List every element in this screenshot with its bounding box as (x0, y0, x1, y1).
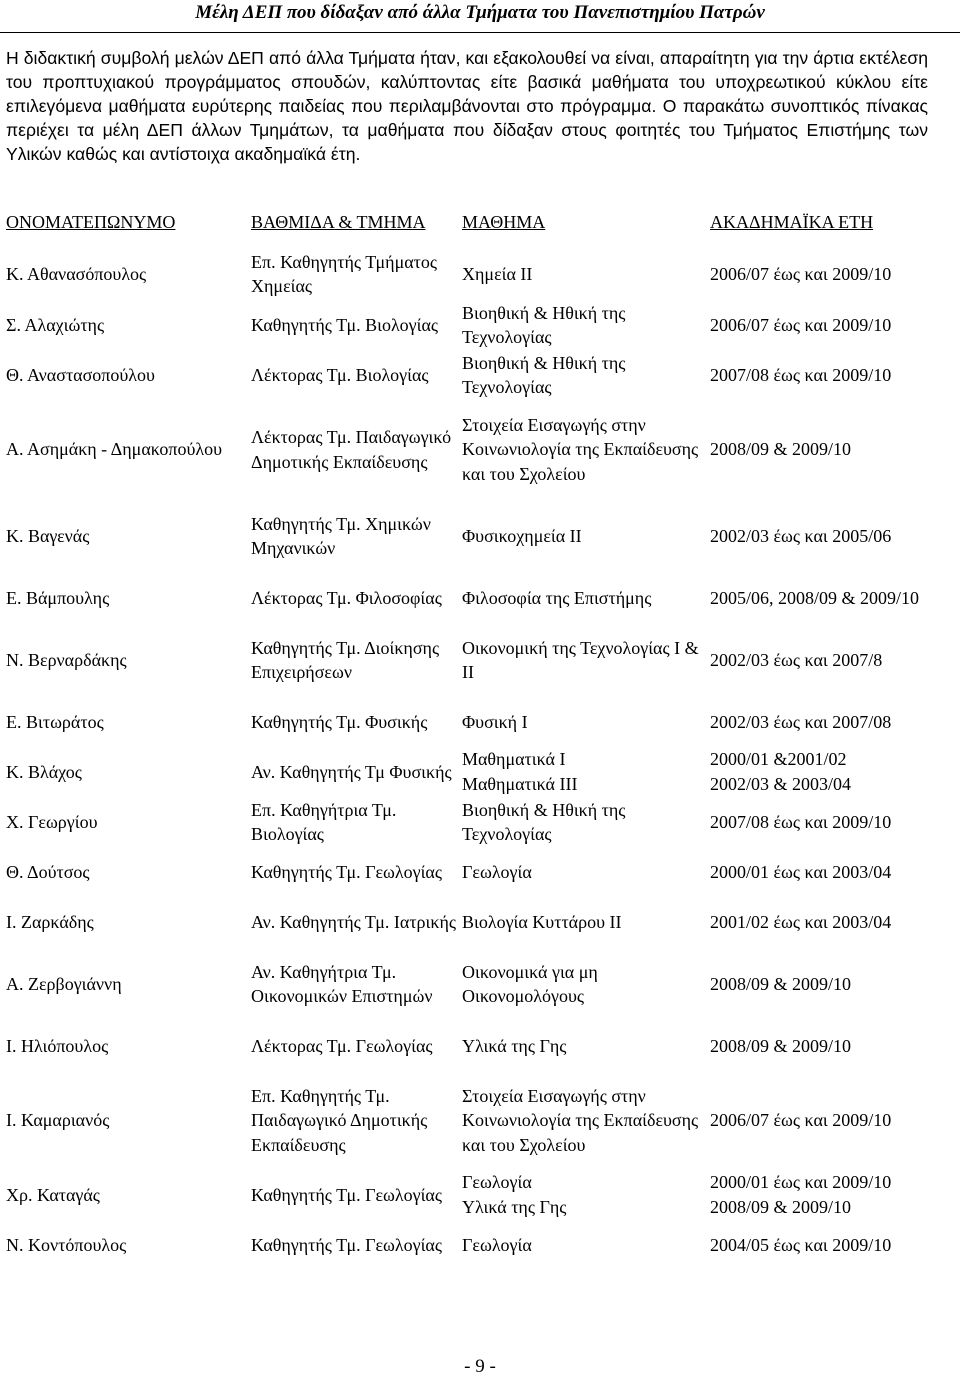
member-course: Φυσικοχημεία ΙΙ (462, 525, 582, 546)
table-row (6, 1071, 934, 1170)
member-years: 2007/08 έως και 2009/10 (710, 811, 892, 832)
members-table-body (6, 248, 934, 1270)
member-course: Οικονομική της Τεχνολογίας Ι & ΙΙ (462, 637, 699, 682)
member-rank: Καθηγητής Τμ. Γεωλογίας (251, 861, 442, 882)
page-number: - 9 - (464, 1356, 496, 1377)
member-rank: Καθηγητής Τμ. Φυσικής (251, 711, 428, 732)
member-rank: Λέκτορας Τμ. Παιδαγωγικό Δημοτικής Εκπαίδευσης (251, 427, 452, 472)
table-row (6, 897, 934, 947)
member-course: Γεωλογία (462, 861, 532, 882)
member-years: 2008/09 & 2009/10 (710, 1035, 852, 1056)
member-years: 2008/09 & 2009/10 (710, 1197, 852, 1218)
member-years: 2002/03 έως και 2007/8 (710, 649, 883, 670)
member-name: Χρ. Καταγάς (6, 1184, 100, 1205)
table-row (6, 400, 934, 499)
member-name: Ι. Ζαρκάδης (6, 911, 94, 932)
table-row (6, 947, 934, 1021)
member-name: Κ. Αθανασόπουλος (6, 263, 147, 284)
member-course: Χημεία ΙΙ (462, 263, 533, 284)
member-course: Μαθηματικά Ι (462, 749, 566, 770)
table-row (6, 847, 934, 897)
member-rank: Καθηγητής Τμ. Γεωλογίας (251, 1184, 442, 1205)
member-name: Ε. Βάμπουλης (6, 587, 110, 608)
member-name: Α. Ζερβογιάννη (6, 973, 122, 994)
member-years: 2002/03 έως και 2005/06 (710, 525, 892, 546)
table-row (6, 300, 934, 350)
table-row (6, 747, 934, 772)
member-name: Ε. Βιτωράτος (6, 711, 104, 732)
member-years: 2004/05 έως και 2009/10 (710, 1234, 892, 1255)
member-rank: Καθηγητής Τμ. Βιολογίας (251, 314, 439, 335)
member-rank: Επ. Καθηγητής Τμήματος Χημείας (251, 251, 438, 296)
intro-paragraph: Η διδακτική συμβολή μελών ΔΕΠ από άλλα Τμήματα ήταν, και εξακολουθεί να είναι, απαραίτητη για την άρτια εκτέλεση του προπτυχιακού προγράμματος σπουδών, καλύπτοντας είτε βασικά μαθήματα του υποχρεωτικού κύκλου είτε επιλεγόμενα μαθήματα ευρύτερης παιδείας που περιλαμβάνονται στο πρόγραμμα. Ο παρακάτω συνοπτικός πίνακας περιέχει τα μέλη ΔΕΠ άλλων Τμημάτων, τα μαθήματα που δίδαξαν στους φοιτητές του Τμήματος Επιστήμης των Υλικών καθώς και αντίστοιχα ακαδημαϊκά έτη. (6, 48, 928, 164)
member-rank: Λέκτορας Τμ. Βιολογίας (251, 364, 429, 385)
member-years: 2006/07 έως και 2009/10 (710, 314, 892, 335)
member-course: Φυσική Ι (462, 711, 528, 732)
member-name: Θ. Δούτσος (6, 861, 90, 882)
header-years: ΑΚΑΔΗΜΑΪΚΑ ΕΤΗ (710, 211, 874, 232)
member-course: Στοιχεία Εισαγωγής στην Κοινωνιολογία της Εκπαίδευσης και του Σχολείου (462, 1085, 699, 1155)
table-row (6, 697, 934, 747)
member-years: 2007/08 έως και 2009/10 (710, 364, 892, 385)
table-header-row (6, 196, 934, 248)
table-row (6, 499, 934, 573)
member-name: Κ. Βαγενάς (6, 525, 90, 546)
members-table (6, 196, 934, 1270)
member-name: Χ. Γεωργίου (6, 811, 98, 832)
member-years: 2008/09 & 2009/10 (710, 973, 852, 994)
table-row (6, 1220, 934, 1270)
member-rank: Επ. Καθηγήτρια Τμ. Βιολογίας (251, 799, 397, 844)
member-rank: Αν. Καθηγήτρια Τμ. Οικονομικών Επιστημών (251, 961, 433, 1006)
page-header (0, 0, 960, 34)
member-course: Φιλοσοφία της Επιστήμης (462, 587, 652, 608)
header-rank: ΒΑΘΜΙΔΑ & ΤΜΗΜΑ (251, 211, 426, 232)
member-name: Σ. Αλαχιώτης (6, 314, 105, 335)
member-course: Βιοηθική & Ηθική της Τεχνολογίας (462, 352, 626, 397)
header-course: ΜΑΘΗΜΑ (462, 211, 546, 232)
member-course: Βιολογία Κυττάρου ΙΙ (462, 911, 622, 932)
member-course: Στοιχεία Εισαγωγής στην Κοινωνιολογία της Εκπαίδευσης και του Σχολείου (462, 414, 699, 484)
member-course: Οικονομικά για μη Οικονομολόγους (462, 961, 598, 1006)
member-rank: Λέκτορας Τμ. Γεωλογίας (251, 1035, 433, 1056)
member-years: 2002/03 έως και 2007/08 (710, 711, 892, 732)
member-rank: Καθηγητής Τμ. Γεωλογίας (251, 1234, 442, 1255)
table-row (6, 623, 934, 697)
table-row (6, 573, 934, 623)
member-name: Ν. Κοντόπουλος (6, 1234, 127, 1255)
member-name: Ι. Ηλιόπουλος (6, 1035, 109, 1056)
member-years: 2000/01 έως και 2009/10 (710, 1172, 892, 1193)
member-course: Βιοηθική & Ηθική της Τεχνολογίας (462, 302, 626, 347)
member-rank: Λέκτορας Τμ. Φιλοσοφίας (251, 587, 442, 608)
member-name: Α. Ασημάκη - Δημακοπούλου (6, 439, 223, 460)
member-course: Βιοηθική & Ηθική της Τεχνολογίας (462, 799, 626, 844)
member-years: 2005/06, 2008/09 & 2009/10 (710, 587, 920, 608)
member-years: 2000/01 έως και 2003/04 (710, 861, 892, 882)
header-name: ΟΝΟΜΑΤΕΠΩΝΥΜΟ (6, 211, 176, 232)
member-course: Μαθηματικά ΙΙΙ (462, 774, 578, 795)
member-name: Κ. Βλάχος (6, 761, 82, 782)
member-course: Υλικά της Γης (462, 1035, 567, 1056)
member-name: Ι. Καμαριανός (6, 1110, 110, 1131)
member-course: Γεωλογία (462, 1172, 532, 1193)
member-course: Υλικά της Γης (462, 1197, 567, 1218)
member-years: 2006/07 έως και 2009/10 (710, 263, 892, 284)
member-rank: Καθηγητής Τμ. Χημικών Μηχανικών (251, 513, 431, 558)
member-course: Γεωλογία (462, 1234, 532, 1255)
table-row (6, 797, 934, 847)
table-row (6, 350, 934, 400)
member-name: Ν. Βερναρδάκης (6, 649, 127, 670)
member-years: 2002/03 & 2003/04 (710, 774, 852, 795)
table-row (6, 1021, 934, 1071)
member-years: 2000/01 &2001/02 (710, 749, 847, 770)
member-years: 2006/07 έως και 2009/10 (710, 1110, 892, 1131)
table-row (6, 1170, 934, 1195)
member-rank: Επ. Καθηγητής Τμ. Παιδαγωγικό Δημοτικής Εκπαίδευσης (251, 1085, 428, 1155)
member-rank: Αν. Καθηγητής Τμ. Ιατρικής (251, 911, 456, 932)
member-years: 2008/09 & 2009/10 (710, 439, 852, 460)
page-header-title: Μέλη ΔΕΠ που δίδαξαν από άλλα Τμήματα του Πανεπιστημίου Πατρών (195, 2, 765, 23)
member-name: Θ. Αναστασοπούλου (6, 364, 155, 385)
member-rank: Αν. Καθηγητής Τμ Φυσικής (251, 761, 452, 782)
table-row (6, 248, 934, 300)
header-divider (0, 32, 960, 33)
member-rank: Καθηγητής Τμ. Διοίκησης Επιχειρήσεων (251, 637, 440, 682)
member-years: 2001/02 έως και 2003/04 (710, 911, 892, 932)
